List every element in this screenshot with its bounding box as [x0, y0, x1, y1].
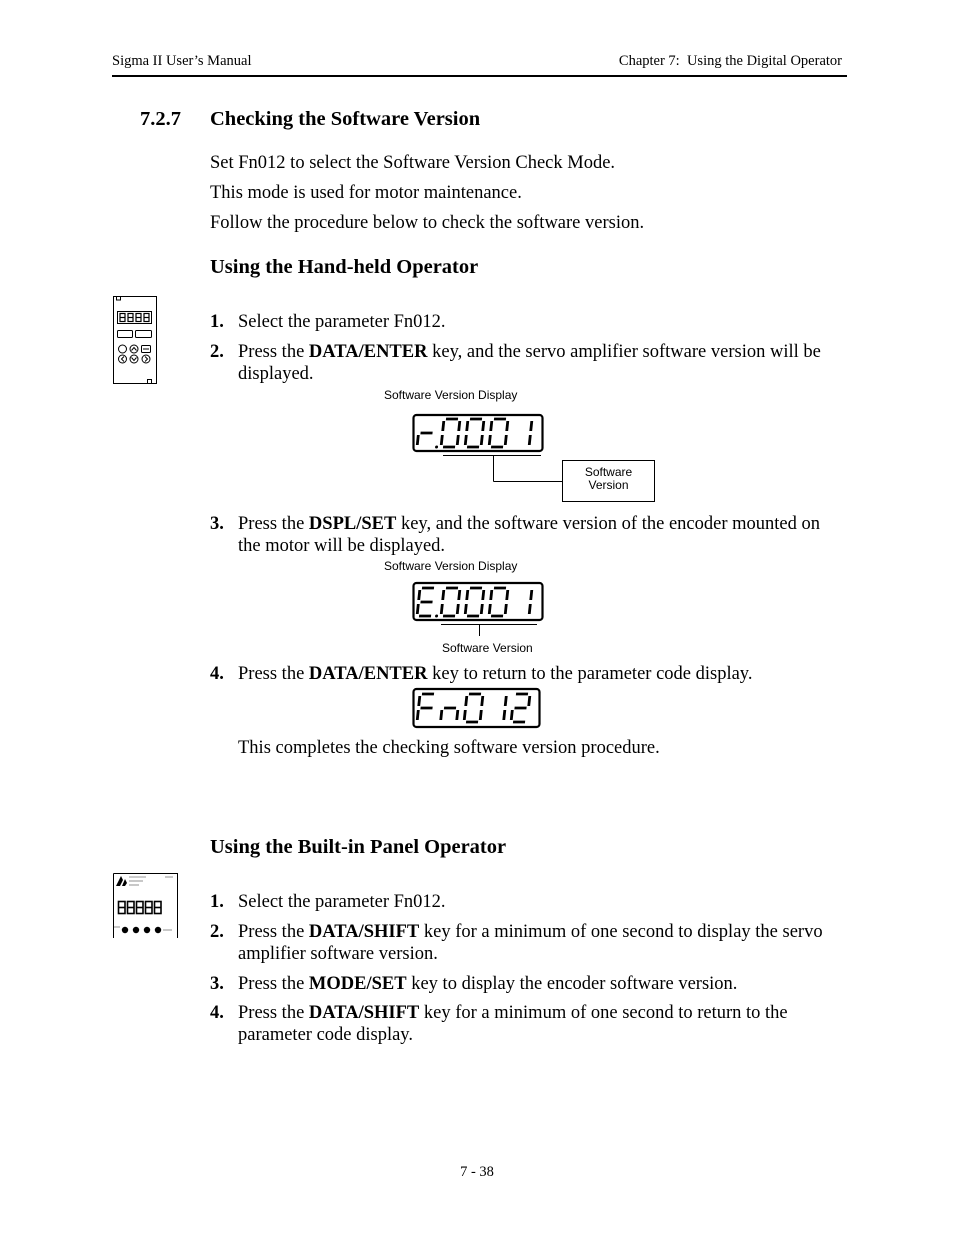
- segment: [489, 435, 490, 445]
- segment: [482, 696, 483, 706]
- parameter-code-display: [417, 694, 530, 722]
- segment: [466, 696, 467, 706]
- step-text: [238, 973, 737, 995]
- segment: [507, 590, 508, 600]
- segment: [465, 435, 466, 445]
- segment: [459, 590, 460, 600]
- figure-caption: Software Version Display: [384, 388, 518, 402]
- step-text-pre: Press the: [238, 342, 309, 362]
- segment: [459, 421, 460, 431]
- software-version-display-1: [417, 419, 532, 449]
- step-text: Select the parameter Fn012.: [238, 312, 446, 332]
- step-number: 1.: [210, 312, 224, 332]
- segment: [419, 590, 420, 600]
- segment: [480, 710, 481, 720]
- segment: [505, 696, 506, 706]
- segment: [441, 710, 442, 720]
- step-text: [238, 663, 752, 685]
- key-name: DATA/SHIFT: [308, 922, 420, 942]
- seven-seg-digit: [464, 694, 483, 722]
- seven-seg-digit: [417, 694, 434, 720]
- segment: [457, 604, 458, 614]
- segment: [443, 590, 444, 600]
- step-text-pre: Press the: [238, 664, 309, 684]
- header-rule: [112, 75, 847, 77]
- segment: [511, 710, 512, 720]
- segment: [531, 421, 532, 431]
- key-name: DSPL/SET: [308, 514, 397, 534]
- step-number: 4.: [210, 664, 224, 684]
- segment: [441, 604, 442, 614]
- step-text-pre: Press the: [238, 514, 309, 534]
- segment: [417, 435, 418, 445]
- segment: [441, 435, 442, 445]
- key-name: DATA/ENTER: [308, 342, 428, 362]
- seven-seg-digit: [417, 433, 440, 449]
- step-text-post: key, and the servo amplifier software version will be: [427, 342, 821, 362]
- step-text-pre: Press the: [238, 974, 309, 994]
- segment: [467, 421, 468, 431]
- panel-operator-icon: [114, 874, 179, 939]
- callout-bracket: [441, 625, 537, 637]
- segment: [489, 604, 490, 614]
- segment: [481, 604, 482, 614]
- step-text: Select the parameter Fn012.: [238, 892, 446, 912]
- seven-seg-digit: [504, 696, 507, 720]
- seven-seg-digit: [489, 588, 508, 616]
- segment: [505, 604, 506, 614]
- segment: [417, 710, 418, 720]
- step-text-cont: the motor will be displayed.: [238, 536, 446, 556]
- step-number: 2.: [210, 342, 224, 362]
- section-title: Checking the Software Version: [210, 108, 481, 130]
- segment: [417, 604, 418, 614]
- segment: [457, 435, 458, 445]
- seven-seg-digit: [529, 421, 532, 445]
- step-text-pre: Press the: [238, 922, 309, 942]
- seven-seg-digit: [441, 708, 458, 720]
- step-number: 4.: [210, 1003, 224, 1023]
- segment: [457, 710, 458, 720]
- running-header-title: Sigma II User’s Manual: [112, 53, 252, 69]
- decimal-point: [435, 615, 438, 618]
- callout-software-version: Software Version: [442, 641, 533, 655]
- step-number: 1.: [210, 892, 224, 912]
- segment: [507, 421, 508, 431]
- seven-seg-digit: [511, 694, 530, 722]
- key-name: MODE/SET: [308, 974, 407, 994]
- callout-line: Software: [584, 465, 633, 479]
- seven-seg-digit: [465, 588, 484, 616]
- step-text-post: key, and the software version of the encoder mounted on: [396, 514, 820, 534]
- seven-seg-digit: [441, 419, 460, 447]
- subheading-hand-held: Using the Hand-held Operator: [210, 256, 479, 278]
- subheading-panel-operator: Using the Built-in Panel Operator: [210, 836, 507, 858]
- step-text-cont: parameter code display.: [238, 1025, 413, 1045]
- step-text: [238, 921, 823, 965]
- decimal-point: [435, 446, 438, 449]
- intro-line: Follow the procedure below to check the software version.: [210, 213, 645, 233]
- segment: [443, 421, 444, 431]
- step-number: 3.: [210, 974, 224, 994]
- callout-software-version: [562, 466, 655, 492]
- step-text-post: key for a minimum of one second to return to the: [419, 1003, 788, 1023]
- step-text-pre: Press the: [238, 1003, 309, 1023]
- figure-caption: Software Version Display: [384, 559, 518, 573]
- segment: [467, 590, 468, 600]
- step-text: [238, 1002, 788, 1046]
- step-text-post: key for a minimum of one second to display the servo: [419, 922, 823, 942]
- software-version-display-2: [417, 588, 532, 618]
- seven-seg-digit: [465, 419, 484, 447]
- step-number: 3.: [210, 514, 224, 534]
- segment: [483, 590, 484, 600]
- segment: [491, 590, 492, 600]
- segment: [483, 421, 484, 431]
- step-text-post: key to return to the parameter code display.: [427, 664, 753, 684]
- segment: [491, 421, 492, 431]
- intro-line: This mode is used for motor maintenance.: [210, 183, 522, 203]
- segment: [419, 696, 420, 706]
- key-name: DATA/ENTER: [308, 664, 428, 684]
- step-text: [238, 341, 821, 385]
- step-number: 2.: [210, 922, 224, 942]
- key-name: DATA/SHIFT: [308, 1003, 420, 1023]
- page-number: 7 - 38: [460, 1164, 494, 1180]
- callout-line: Version: [588, 478, 629, 492]
- procedure-conclusion: This completes the checking software version procedure.: [238, 738, 660, 758]
- segment: [505, 435, 506, 445]
- running-header-chapter: Chapter 7: Using the Digital Operator: [618, 53, 842, 69]
- segment: [531, 590, 532, 600]
- segment: [504, 710, 505, 720]
- seven-seg-digit: [417, 588, 441, 618]
- section-number: 7.2.7: [140, 108, 181, 130]
- seven-seg-digit: [529, 590, 532, 614]
- segment: [529, 604, 530, 614]
- seven-seg-digit: [441, 588, 460, 616]
- segment: [481, 435, 482, 445]
- segment: [464, 710, 465, 720]
- step-text-cont: amplifier software version.: [238, 944, 438, 964]
- intro-line: Set Fn012 to select the Software Version Check Mode.: [210, 153, 616, 173]
- segment: [529, 435, 530, 445]
- segment: [465, 604, 466, 614]
- step-text: [238, 513, 820, 557]
- seven-seg-digit: [489, 419, 508, 447]
- step-text-post: key to display the encoder software version.: [406, 974, 738, 994]
- step-text-cont: displayed.: [238, 364, 314, 384]
- hand-held-operator-icon: [114, 297, 157, 384]
- segment: [529, 696, 530, 706]
